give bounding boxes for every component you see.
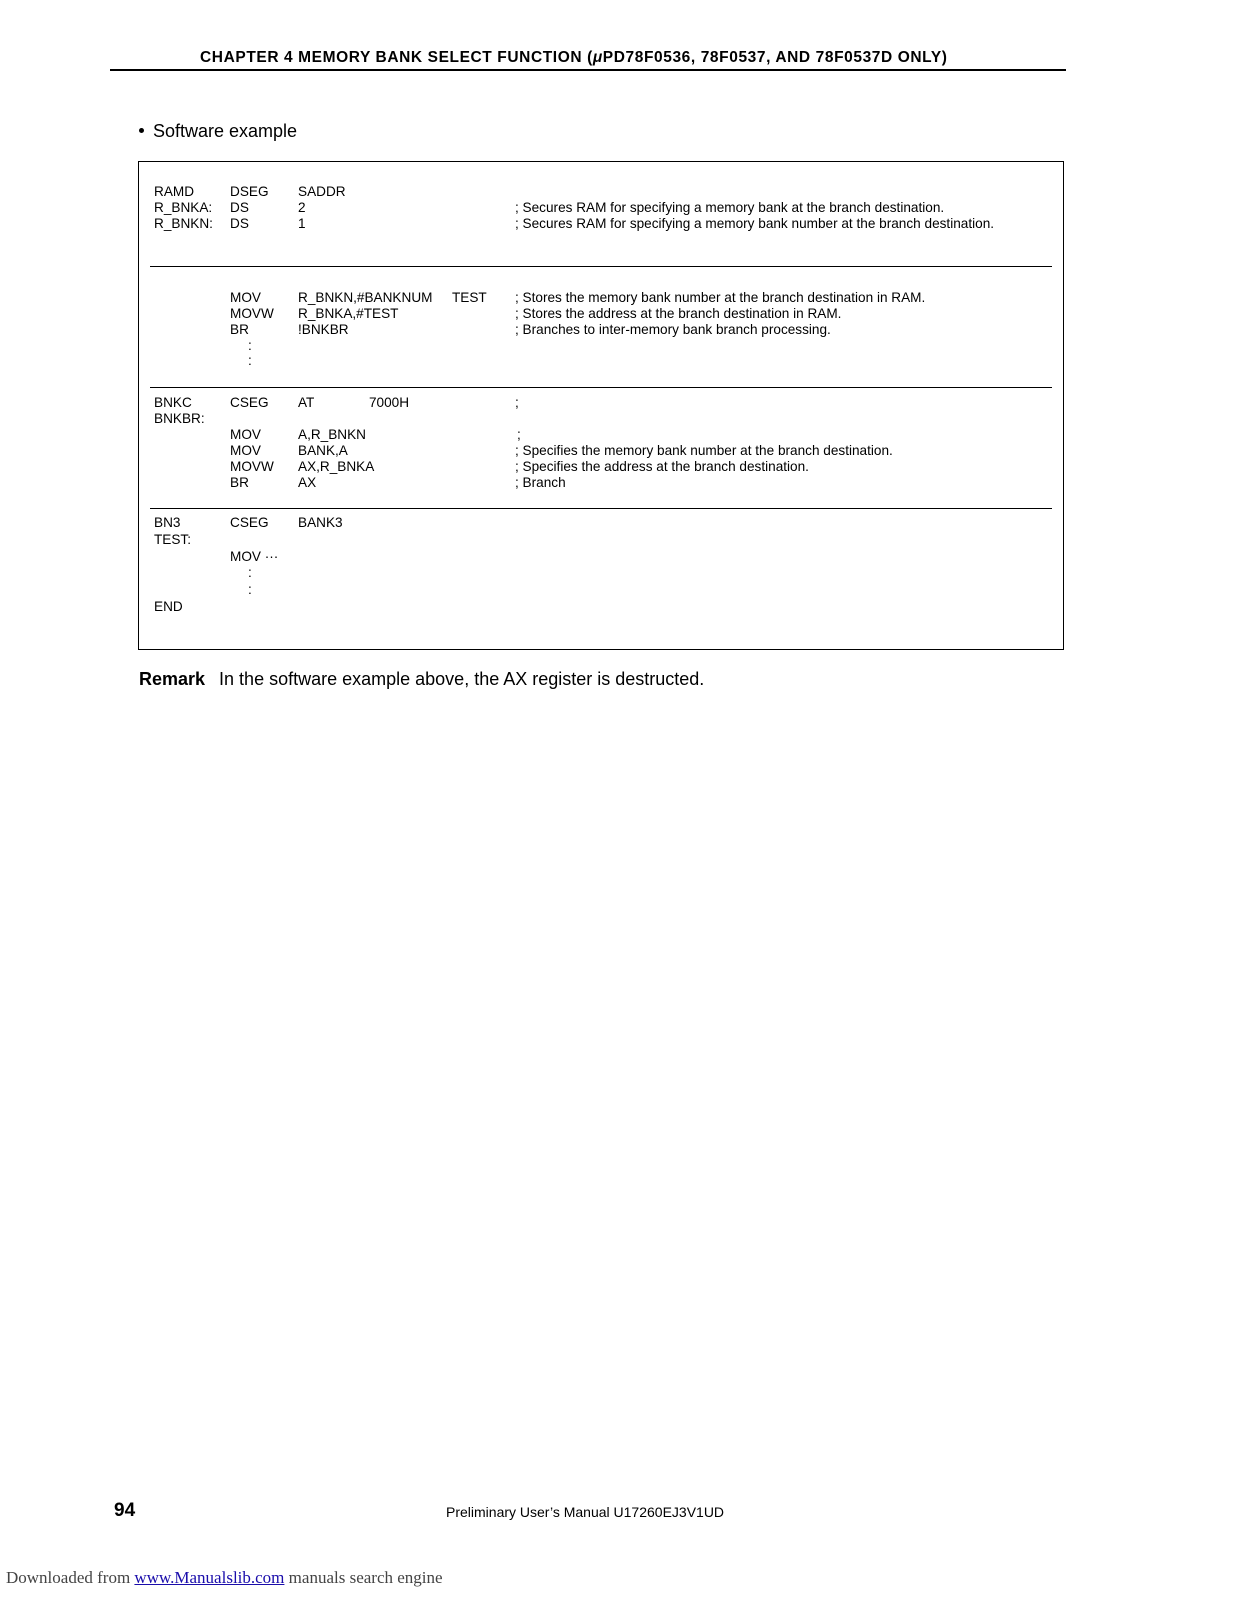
code-operand: BANK3 <box>298 515 343 530</box>
chapter-title-start: CHAPTER 4 MEMORY BANK SELECT FUNCTION ( <box>200 49 593 66</box>
code-comment: ; Stores the address at the branch destination in RAM. <box>515 306 842 321</box>
code-separator <box>150 387 1052 388</box>
code-separator <box>150 508 1052 509</box>
download-suffix: manuals search engine <box>284 1568 443 1587</box>
code-operand-extra: TEST <box>452 290 487 305</box>
code-comment: ; Specifies the address at the branch destination. <box>515 459 809 474</box>
code-operand: AX,R_BNKA <box>298 459 375 474</box>
code-label: R_BNKN: <box>154 216 213 231</box>
code-operand: SADDR <box>298 184 346 199</box>
chapter-title-mu: μ <box>592 49 603 66</box>
code-mnemonic: BR <box>230 475 249 490</box>
code-ellipsis: : <box>248 582 252 597</box>
code-operand: 2 <box>298 200 306 215</box>
code-comment: ; <box>517 427 521 442</box>
bullet-dot-icon <box>139 128 144 133</box>
code-label: END <box>154 599 183 614</box>
code-comment: ; Stores the memory bank number at the branch destination in RAM. <box>515 290 926 305</box>
code-mnemonic: MOV <box>230 443 261 458</box>
page-number: 94 <box>114 1500 136 1521</box>
code-mnemonic: MOV <box>230 290 261 305</box>
code-label: BNKC <box>154 395 192 410</box>
code-operand: BANK,A <box>298 443 348 458</box>
code-comment: ; Secures RAM for specifying a memory bank number at the branch destination. <box>515 216 995 231</box>
code-label: R_BNKA: <box>154 200 213 215</box>
remark-text: In the software example above, the AX register is destructed. <box>219 669 705 689</box>
chapter-header <box>200 49 948 67</box>
code-mnemonic: CSEG <box>230 395 269 410</box>
code-box <box>138 161 1064 650</box>
code-comment: ; <box>515 395 519 410</box>
download-prefix: Downloaded from <box>6 1568 135 1587</box>
code-mnemonic: CSEG <box>230 515 269 530</box>
download-line <box>6 1568 443 1588</box>
code-ellipsis: : <box>248 353 252 368</box>
code-mnemonic: DSEG <box>230 184 269 199</box>
code-mnemonic: BR <box>230 322 249 337</box>
header-rule <box>110 69 1066 71</box>
code-comment: ; Specifies the memory bank number at the branch destination. <box>515 443 893 458</box>
code-comment: ; Branches to inter-memory bank branch processing. <box>515 322 831 337</box>
section-bullet <box>139 121 297 142</box>
chapter-title-end: PD78F0536, 78F0537, AND 78F0537D ONLY) <box>602 49 948 66</box>
code-ellipsis: : <box>248 338 252 353</box>
remark <box>139 669 704 690</box>
code-operand-extra: 7000H <box>369 395 410 410</box>
code-mnemonic: MOVW <box>230 459 274 474</box>
code-comment: ; Secures RAM for specifying a memory bank at the branch destination. <box>515 200 945 215</box>
code-label: BN3 <box>154 515 181 530</box>
code-mnemonic: MOV <box>230 427 261 442</box>
code-label: RAMD <box>154 184 195 199</box>
code-separator <box>150 266 1052 267</box>
code-operand: 1 <box>298 216 306 231</box>
code-operand: AX <box>298 475 317 490</box>
code-label: TEST: <box>154 532 192 547</box>
code-comment: ; Branch <box>515 475 566 490</box>
code-operand: R_BNKN,#BANKNUM <box>298 290 433 305</box>
section-bullet-text: Software example <box>153 121 298 141</box>
manualslib-link[interactable]: www.Manualslib.com <box>134 1568 285 1587</box>
code-operand: !BNKBR <box>298 322 349 337</box>
code-operand: R_BNKA,#TEST <box>298 306 399 321</box>
remark-label: Remark <box>139 669 206 689</box>
code-label: BNKBR: <box>154 411 205 426</box>
code-ellipsis: : <box>248 565 252 580</box>
footer-manual: Preliminary User’s Manual U17260EJ3V1UD <box>446 1504 725 1520</box>
code-operand: A,R_BNKN <box>298 427 366 442</box>
code-mnemonic: DS <box>230 216 249 231</box>
code-mnemonic: MOVW <box>230 306 274 321</box>
code-operand: AT <box>298 395 315 410</box>
code-mnemonic: DS <box>230 200 249 215</box>
code-mnemonic: MOV ··· <box>230 549 279 564</box>
